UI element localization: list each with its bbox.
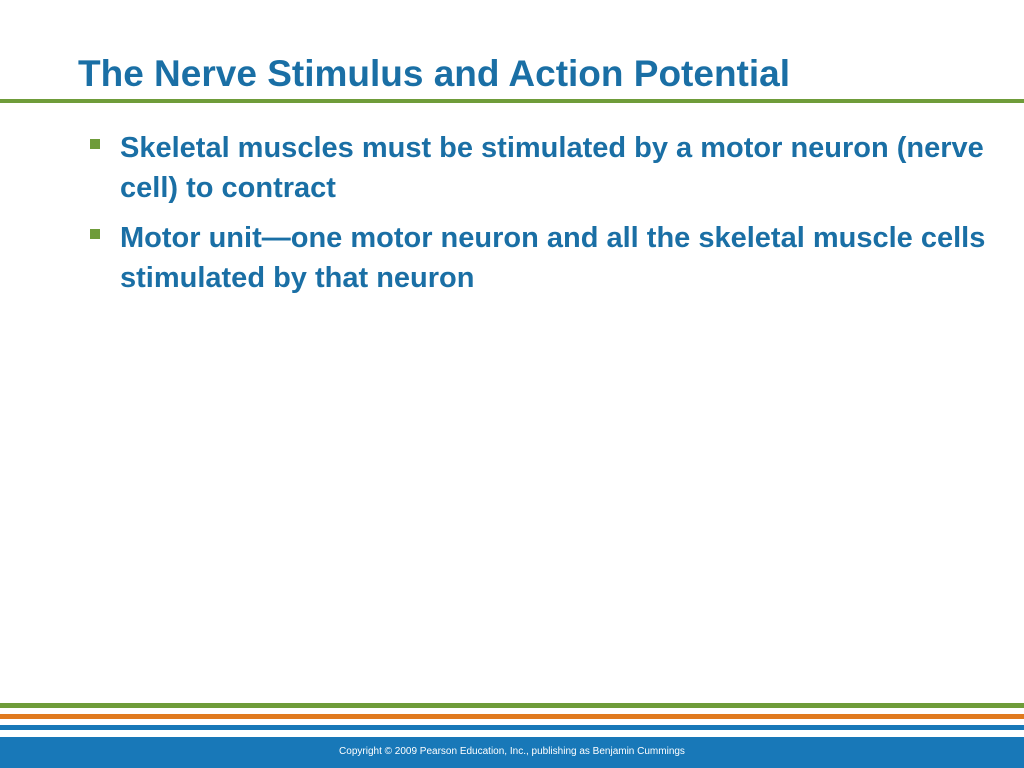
bullet-text: Motor unit—one motor neuron and all the skeletal muscle cells stimulated by that neuron [120,222,986,294]
bullet-text: Skeletal muscles must be stimulated by a motor neuron (nerve cell) to contract [120,132,984,204]
footer-stripe-green [0,703,1024,708]
footer-stripe-orange [0,714,1024,719]
bullet-list [88,128,988,308]
slide-title: The Nerve Stimulus and Action Potential [78,53,791,94]
square-bullet-icon [90,229,100,239]
bullet-item [88,128,988,208]
copyright-text: Copyright © 2009 Pearson Education, Inc., publishing as Benjamin Cummings [339,746,685,757]
square-bullet-icon [90,139,100,149]
title-divider [0,99,1024,103]
footer-stripe-blue [0,725,1024,730]
bullet-item [88,218,988,298]
